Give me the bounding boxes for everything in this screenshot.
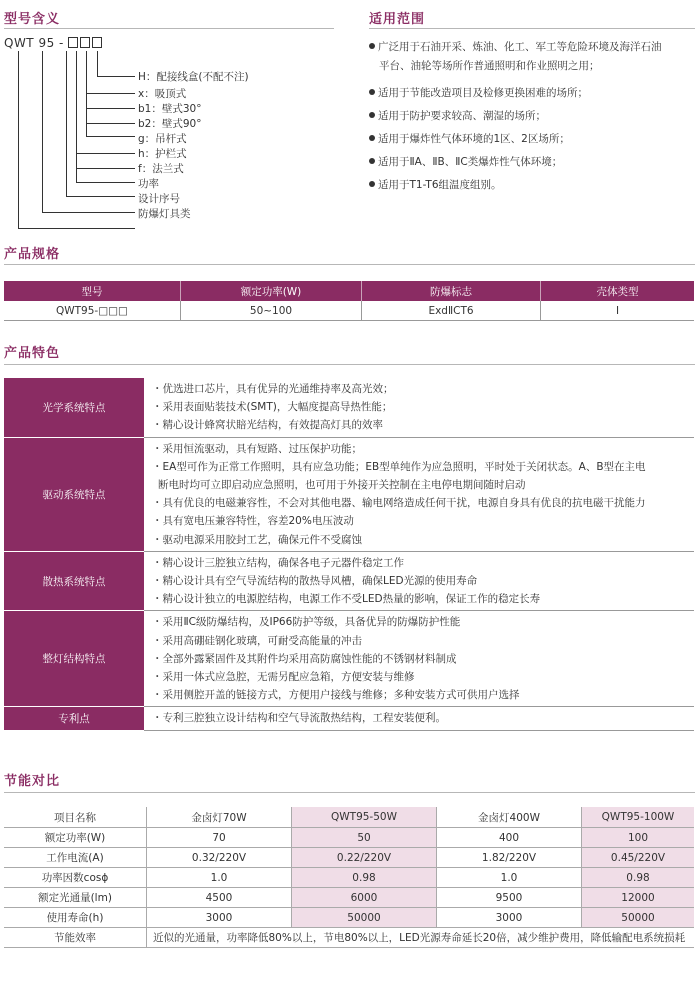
table-row: 额定功率(W) 70 50 400 100: [4, 828, 694, 848]
features-title: 产品特色: [4, 346, 61, 361]
efficiency-label: 节能效率: [4, 928, 147, 948]
bullet-icon: [369, 43, 375, 49]
features-divider: [4, 364, 695, 365]
specs-divider: [4, 264, 695, 265]
model-label-h2: h：护栏式: [138, 148, 187, 160]
column-header: 金卤灯400W: [437, 807, 582, 828]
table-row: [4, 301, 694, 321]
table-row: 功率因数cosϕ 1.0 0.98 1.0 0.98: [4, 868, 694, 888]
table-row: [4, 707, 694, 730]
bullet-icon: [369, 112, 375, 118]
table-row: 额定光通量(lm) 4500 6000 9500 12000: [4, 888, 694, 908]
model-label-h: H：配接线盒(不配不注): [138, 71, 249, 83]
scope-item: 适用于防护要求较高、潮湿的场所；: [369, 107, 691, 126]
specs-title: 产品规格: [4, 247, 61, 262]
scope-item: 适用于节能改造项目及检修更换困难的场所；: [369, 84, 691, 103]
table-header-row: [4, 807, 694, 828]
table-row: [4, 437, 694, 551]
table-cell: 50~100: [181, 301, 362, 321]
table-header-row: [4, 281, 694, 301]
feature-content: ・采用恒流驱动，具有短路、过压保护功能； ・EA型可作为正常工作照明，具有应急功能；EB型单纯作为应急照明，平时处于关闭状态。A、B型在主电 断电时均可立即启动应急照明，也可用于外接开关控制在主电停电期间随时启动 ・具有优良的电磁兼容性，不会对其他电器、输电网络造成任何干扰，电源自身具有优良的抗电磁干扰能力 ・具有宽电压兼容特性，容差20%电压波动 ・驱动电源采用胶封工艺，确保元件不受腐蚀: [144, 437, 694, 551]
scope-item: 广泛用于石油开采、炼油、化工、军工等危险环境及海洋石油 平台、油轮等场所作普通照明和作业照明之用；: [369, 38, 691, 76]
model-meaning-title: 型号含义: [4, 12, 61, 27]
model-label-design: 设计序号: [138, 193, 180, 205]
feature-content: ・采用ⅡC级防爆结构，及IP66防护等级，具备优异的防爆防护性能 ・采用高硼硅钢化玻璃，可耐受高能量的冲击 ・全部外露紧固件及其附件均采用高防腐蚀性能的不锈钢材料制成 ・采用一体式应急腔，无需另配应急箱，方便安装与维修 ・采用侧腔开盖的链接方式，方便用户接线与维修；多种安装方式可供用户选择: [144, 611, 694, 707]
features-table: [4, 378, 694, 731]
energy-table: [4, 807, 694, 948]
model-label-f: f：法兰式: [138, 163, 184, 175]
table-cell: Ⅰ: [541, 301, 695, 321]
table-row: 使用寿命(h) 3000 50000 3000 50000: [4, 908, 694, 928]
model-label-class: 防爆灯具类: [138, 208, 191, 220]
efficiency-text: 近似的光通量，功率降低80%以上，节电80%以上，LED光源寿命延长20倍，减少维护费用，降低输配电系统损耗: [147, 928, 695, 948]
table-cell: ExdⅡCT6: [362, 301, 541, 321]
specs-table: [4, 281, 694, 321]
table-row: 工作电流(A) 0.32/220V 0.22/220V 1.82/220V 0.45/220V: [4, 848, 694, 868]
column-header: QWT95-50W: [292, 807, 437, 828]
scope-title: 适用范围: [369, 12, 426, 27]
column-header: QWT95-100W: [582, 807, 695, 828]
table-row: [4, 928, 694, 948]
column-header: 金卤灯70W: [147, 807, 292, 828]
scope-divider: [369, 28, 695, 29]
scope-item: 适用于ⅡA、ⅡB、ⅡC类爆炸性气体环境；: [369, 153, 691, 172]
feature-content: ・专利三腔独立设计结构和空气导流散热结构，工程安装便利。: [144, 707, 694, 730]
model-label-x: x：吸顶式: [138, 88, 187, 100]
column-header: 项目名称: [4, 807, 147, 828]
model-label-power: 功率: [138, 178, 159, 190]
scope-item: 适用于爆炸性气体环境的1区、2区场所；: [369, 130, 691, 149]
feature-category: 专利点: [4, 707, 144, 730]
table-row: [4, 551, 694, 611]
column-header: 额定功率(W): [181, 281, 362, 301]
model-meaning-divider: [4, 28, 334, 29]
model-code-prefix: QWT 95 -: [4, 36, 64, 50]
column-header: 型号: [4, 281, 181, 301]
bullet-icon: [369, 135, 375, 141]
scope-item: 适用于T1-T6组温度组别。: [369, 176, 691, 195]
energy-divider: [4, 792, 695, 793]
column-header: 防爆标志: [362, 281, 541, 301]
model-code-boxes: [68, 36, 104, 50]
model-label-g: g：吊杆式: [138, 133, 187, 145]
table-row: [4, 611, 694, 707]
feature-category: 驱动系统特点: [4, 437, 144, 551]
feature-content: ・优选进口芯片，具有优异的光通维持率及高光效； ・采用表面贴装技术(SMT)，大幅度提高导热性能； ・精心设计蜂窝状賠光结构，有效提高灯具的效率: [144, 378, 694, 437]
column-header: 壳体类型: [541, 281, 695, 301]
feature-category: 光学系统特点: [4, 378, 144, 437]
bullet-icon: [369, 89, 375, 95]
feature-category: 散热系统特点: [4, 551, 144, 611]
energy-title: 节能对比: [4, 774, 61, 789]
bullet-icon: [369, 181, 375, 187]
model-label-b1: b1：壁式30°: [138, 103, 202, 115]
table-row: [4, 378, 694, 437]
feature-category: 整灯结构特点: [4, 611, 144, 707]
model-code: [4, 36, 104, 50]
feature-content: ・精心设计三腔独立结构，确保各电子元器件稳定工作 ・精心设计具有空气导流结构的散热导风槽，确保LED光源的使用寿命 ・精心设计独立的电源腔结构，电源工作不受LED热量的影响，保证工作的稳定长寿: [144, 551, 694, 611]
bullet-icon: [369, 158, 375, 164]
table-cell: QWT95-□□□: [4, 301, 181, 321]
model-label-b2: b2：壁式90°: [138, 118, 202, 130]
